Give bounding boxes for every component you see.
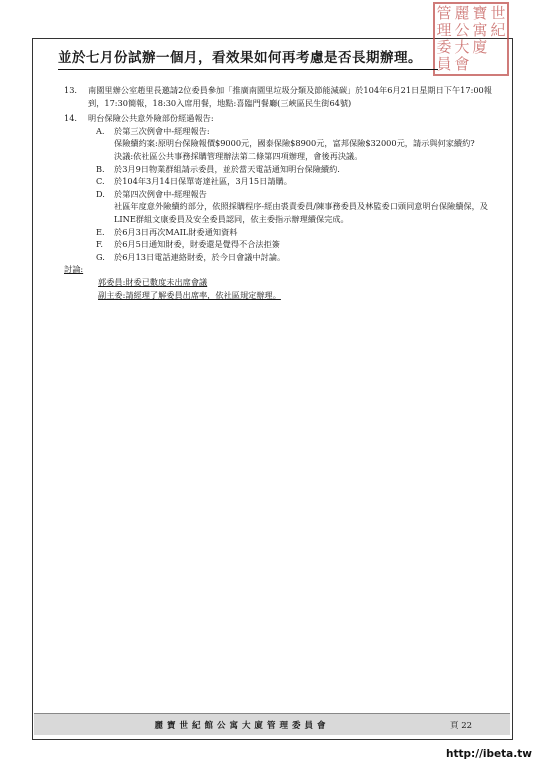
discussion-section bbox=[64, 263, 504, 301]
stamp-char bbox=[489, 39, 507, 56]
sub-item-b bbox=[88, 163, 504, 176]
sub-body bbox=[114, 175, 504, 188]
item-number: 13. bbox=[64, 85, 78, 95]
sub-item-f bbox=[88, 238, 504, 251]
item-body bbox=[64, 112, 504, 301]
stamp-char: 員 bbox=[436, 55, 452, 73]
sub-letter: B. bbox=[96, 163, 105, 174]
sub-letter: E. bbox=[96, 226, 105, 237]
sub-letter: G. bbox=[96, 251, 105, 262]
stamp-char: 會 bbox=[454, 55, 470, 73]
sub-body bbox=[114, 238, 504, 251]
stamp-char: 公 bbox=[454, 21, 470, 39]
sub-line: 於6月5日通知財委，財委還是覺得不合法拒簽 bbox=[114, 239, 280, 250]
stamp-char: 寶 bbox=[472, 4, 488, 22]
stamp-char: 寓 bbox=[472, 21, 488, 39]
sub-body bbox=[114, 188, 504, 226]
stamp-char: 世 bbox=[490, 4, 506, 22]
item-text: 南園里辦公室趙里長邀請2位委員參加「推廣南園里垃圾分類及節能減碳」於104年6月21日星期日下午17:00報到，17:30簡報，18:30入席用餐，地點:喜臨門餐廳(三峽區民生街64號) bbox=[88, 85, 492, 108]
sub-item-a bbox=[88, 125, 504, 163]
sub-body bbox=[114, 163, 504, 176]
stamp-char: 理 bbox=[436, 21, 452, 39]
sub-line: 保險續約案:原明台保險報價$9000元，國泰保險$8900元，富邦保險$32000元，請示與何家續約? bbox=[114, 138, 475, 149]
sub-body bbox=[114, 125, 504, 163]
stamp-char: 紀 bbox=[490, 21, 506, 39]
discussion-title: 討論: bbox=[64, 264, 84, 275]
discussion-line: 副主委:請經理了解委員出席率，依社區規定辦理。 bbox=[98, 289, 281, 300]
sub-line: 於104年3月14日保單寄達社區，3月15日請購。 bbox=[114, 176, 292, 187]
stamp-char: 廈 bbox=[472, 38, 488, 56]
stamp-char: 管 bbox=[436, 4, 452, 22]
sub-line: 於第三次例會中-經理報告: bbox=[114, 125, 210, 136]
sub-item-e bbox=[88, 226, 504, 239]
sub-line: 於6月13日電話連絡財委，於今日會議中討論。 bbox=[114, 251, 286, 262]
sub-item-g bbox=[88, 251, 504, 264]
minutes-content bbox=[64, 84, 504, 304]
sub-line: 於第四次例會中-經理報告 bbox=[114, 188, 207, 199]
footer-bar bbox=[34, 713, 510, 735]
footer-title: 麗寶世紀館公寓大廈管理委員會 bbox=[154, 720, 330, 731]
sub-line: 於6月3日再次MAIL財委通知資料 bbox=[114, 226, 238, 237]
discussion-line: 郭委員:財委已數度未出席會議 bbox=[98, 276, 208, 287]
sub-letter: C. bbox=[96, 176, 105, 187]
sub-letter: F. bbox=[96, 239, 104, 250]
sub-item-c bbox=[88, 175, 504, 188]
item-13 bbox=[64, 84, 504, 109]
sub-body bbox=[114, 226, 504, 239]
stamp-char: 委 bbox=[436, 38, 452, 56]
item-14 bbox=[64, 112, 504, 301]
page-number: 頁 22 bbox=[450, 720, 473, 731]
sub-letter: A. bbox=[96, 125, 105, 136]
sub-line: 決議:依社區公共事務採購管理辦法第二條第四項辦理，會後再決議。 bbox=[114, 150, 363, 161]
header-note: 並於七月份試辦一個月，看效果如何再考慮是否長期辦理。 bbox=[58, 46, 438, 70]
stamp-char: 大 bbox=[454, 38, 470, 56]
item-number: 14. bbox=[64, 113, 78, 124]
sub-letter: D. bbox=[96, 188, 105, 199]
sub-line: 於3月9日物業群組請示委員，並於當天電話通知明台保險續約. bbox=[114, 163, 340, 174]
stamp-char: 麗 bbox=[454, 4, 470, 22]
watermark-url: http://ibeta.tw bbox=[446, 748, 532, 760]
sub-item-d bbox=[88, 188, 504, 226]
item-text: 明台保險公共意外險部份經過報告: bbox=[88, 113, 214, 124]
sub-body bbox=[114, 251, 504, 264]
red-seal-stamp bbox=[433, 2, 509, 76]
sub-line: 社區年度意外險續約部分，依照採購程序-經由裘責委員/陳事務委員及林監委口頭同意明台保險續保，及LINE群組文康委員及安全委員認同，依主委指示辦理續保完成。 bbox=[114, 201, 488, 224]
